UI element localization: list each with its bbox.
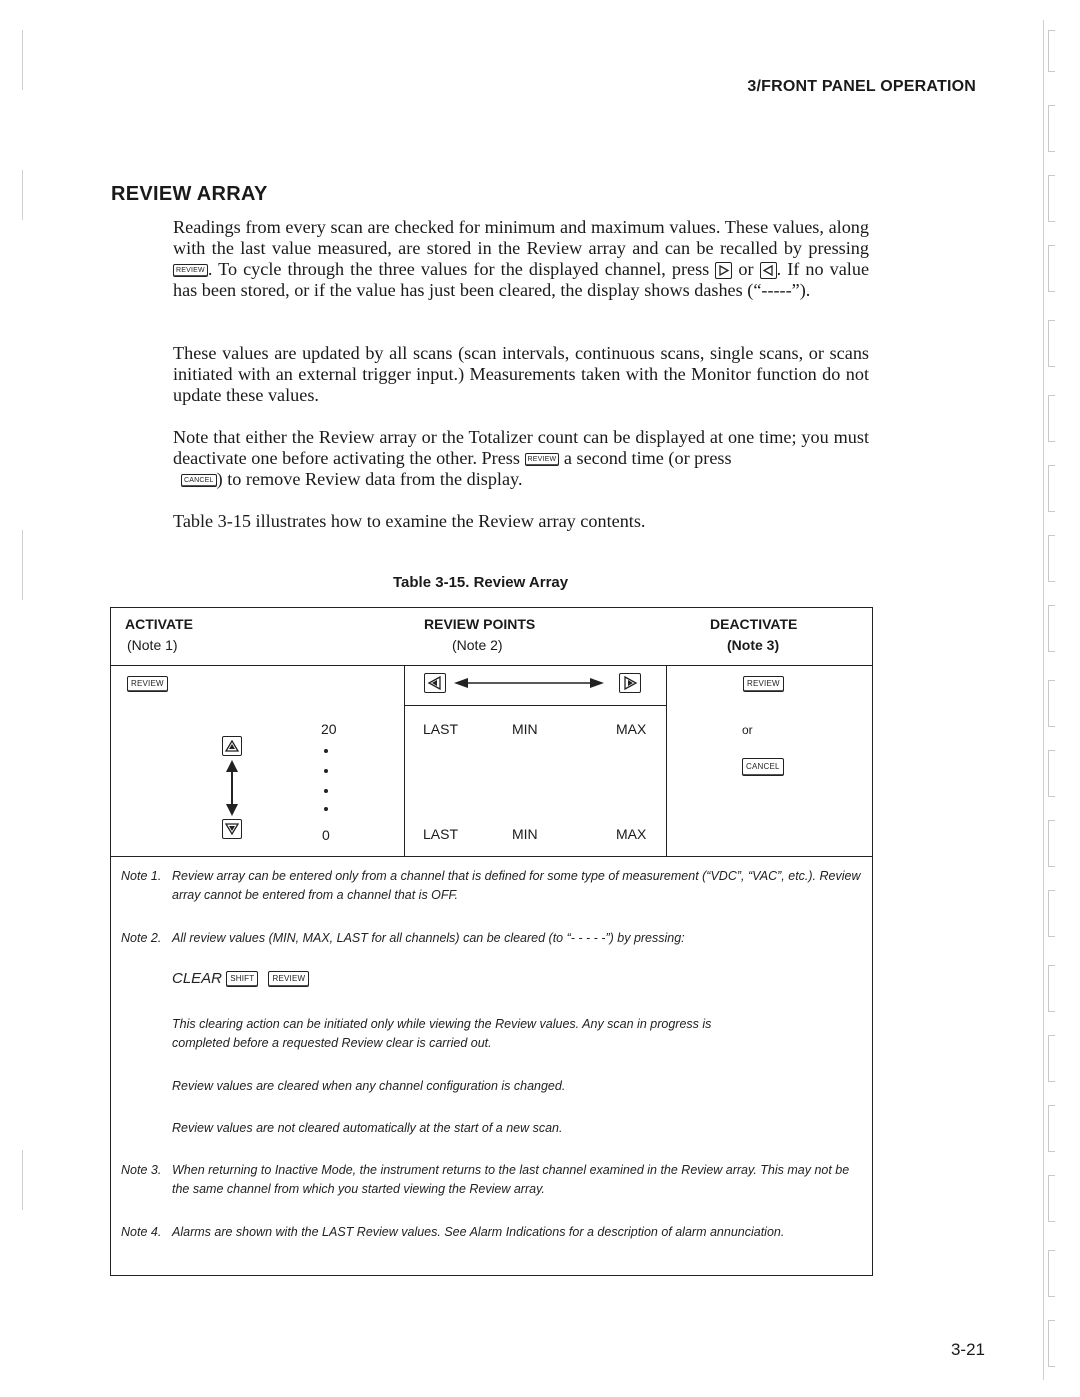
paragraph-2 <box>173 343 869 406</box>
scan-artifact <box>1048 320 1055 367</box>
header-deactivate-note: (Note 3) <box>727 637 780 653</box>
ellipsis-dot <box>324 789 328 793</box>
ellipsis-dot <box>324 769 328 773</box>
scan-artifact <box>1048 890 1055 937</box>
header-deactivate: DEACTIVATE <box>710 616 798 632</box>
scan-artifact <box>1048 1105 1055 1152</box>
scan-artifact <box>22 1150 23 1210</box>
section-title: REVIEW ARRAY <box>111 183 268 205</box>
clear-sequence <box>172 969 309 988</box>
scan-artifact <box>1048 750 1055 797</box>
review-value-last: LAST <box>423 826 459 842</box>
paragraph-3: Note that either the Review array or the Totalizer count can be displayed at one time; you must deactivate one before activating the other. Press REVIEW a second time (or press CANCEL ) to remove Review data from the display. <box>173 427 869 489</box>
running-head: 3/FRONT PANEL OPERATION <box>747 78 976 95</box>
table-header-rule <box>111 665 872 666</box>
scan-artifact <box>1043 20 1044 1380</box>
scan-artifact <box>1048 1250 1055 1297</box>
scan-artifact <box>1048 395 1055 442</box>
scan-artifact <box>22 30 23 90</box>
header-activate-note: (Note 1) <box>127 637 178 653</box>
review-value-max: MAX <box>616 826 647 842</box>
ellipsis-dot <box>324 807 328 811</box>
cancel-key-icon: CANCEL <box>742 758 784 776</box>
review-value-min: MIN <box>512 826 538 842</box>
note-2-detail: Review values are not cleared automatically at the start of a new scan. <box>172 1121 563 1135</box>
scan-artifact <box>22 170 23 220</box>
double-arrow-icon <box>225 760 239 816</box>
header-review-points: REVIEW POINTS <box>424 616 536 632</box>
shift-key-icon: SHIFT <box>226 971 258 987</box>
deactivate-or: or <box>742 723 753 737</box>
review-key-icon: REVIEW <box>268 971 309 987</box>
right-arrow-key-icon <box>619 673 641 693</box>
note-2: Note 2. All review values (MIN, MAX, LAST for all channels) can be cleared (to “- - - - -”) by pressing: <box>121 931 685 945</box>
clear-label: CLEAR <box>172 970 223 987</box>
review-key-icon: REVIEW <box>173 264 208 277</box>
scan-artifact <box>1048 245 1055 292</box>
review-value-last: LAST <box>423 721 459 737</box>
review-key-icon: REVIEW <box>525 453 560 466</box>
review-points-rule <box>404 705 666 706</box>
review-key-icon: REVIEW <box>127 676 168 692</box>
review-key-icon: REVIEW <box>743 676 784 692</box>
channel-bottom: 0 <box>322 827 330 843</box>
note-4: Note 4. Alarms are shown with the LAST Review values. See Alarm Indications for a description of alarm annunciation. <box>121 1225 785 1239</box>
scan-artifact <box>1048 465 1055 512</box>
page-number: 3-21 <box>950 1340 985 1359</box>
paragraph-1: Readings from every scan are checked for minimum and maximum values. These values, along with the last value measured, are stored in the Review array and can be recalled by pressing REVIEW . To cycle through the three values for the displayed channel, press or . If no value has been stored, or if the value has just been cleared, the display shows dashes (“-----”). <box>173 217 870 300</box>
review-value-max: MAX <box>616 721 647 737</box>
note-2-detail: Review values are cleared when any channel configuration is changed. <box>172 1079 566 1093</box>
down-arrow-key-icon <box>222 819 242 839</box>
column-divider <box>666 665 667 856</box>
ellipsis-dot <box>324 749 328 753</box>
channel-top: 20 <box>321 721 337 737</box>
scan-artifact <box>22 530 23 600</box>
up-arrow-key-icon <box>222 736 242 756</box>
review-value-min: MIN <box>512 721 538 737</box>
note-1: Note 1. Review array can be entered only from a channel that is defined for some type of measurement (“VDC”, “VAC”, etc.). Review array cannot be entered from a channel that is OFF. <box>121 869 861 902</box>
left-arrow-key-icon <box>760 262 777 279</box>
scan-artifact <box>1048 535 1055 582</box>
scan-artifact <box>1048 1320 1055 1367</box>
scan-artifact <box>1048 820 1055 867</box>
paragraph-4-text: Table 3-15 illustrates how to examine the Review array contents. <box>173 511 646 531</box>
header-review-points-note: (Note 2) <box>452 637 503 653</box>
table-title: Table 3-15. Review Array <box>393 574 569 591</box>
review-array-table <box>110 607 873 1276</box>
note-2-detail: This clearing action can be initiated only while viewing the Review values. Any scan in progress is completed before a requested Review clear is carried out. <box>172 1017 712 1050</box>
scan-artifact <box>1048 30 1055 72</box>
table-body-rule <box>111 856 872 857</box>
right-arrow-key-icon <box>715 262 732 279</box>
scan-artifact <box>1048 105 1055 152</box>
cancel-key-icon: CANCEL <box>181 474 217 487</box>
scan-artifact <box>1048 1175 1055 1222</box>
header-activate: ACTIVATE <box>125 616 193 632</box>
column-divider <box>404 665 405 856</box>
paragraph-4 <box>173 511 869 532</box>
scan-artifact <box>1048 680 1055 727</box>
scan-artifact <box>1048 1035 1055 1082</box>
paragraph-2-text: These values are updated by all scans (scan intervals, continuous scans, single scans, or scans initiated with an external trigger input.) Measurements taken with the Monitor function do not update these values. <box>173 343 869 405</box>
scan-artifact <box>1048 175 1055 222</box>
scan-artifact <box>1048 965 1055 1012</box>
range-arrow-icon <box>454 676 604 690</box>
scan-artifact <box>1048 605 1055 652</box>
left-arrow-key-icon <box>424 673 446 693</box>
note-3: Note 3. When returning to Inactive Mode, the instrument returns to the last channel examined in the Review array. This may not be the same channel from which you started viewing the Review array. <box>121 1163 850 1196</box>
